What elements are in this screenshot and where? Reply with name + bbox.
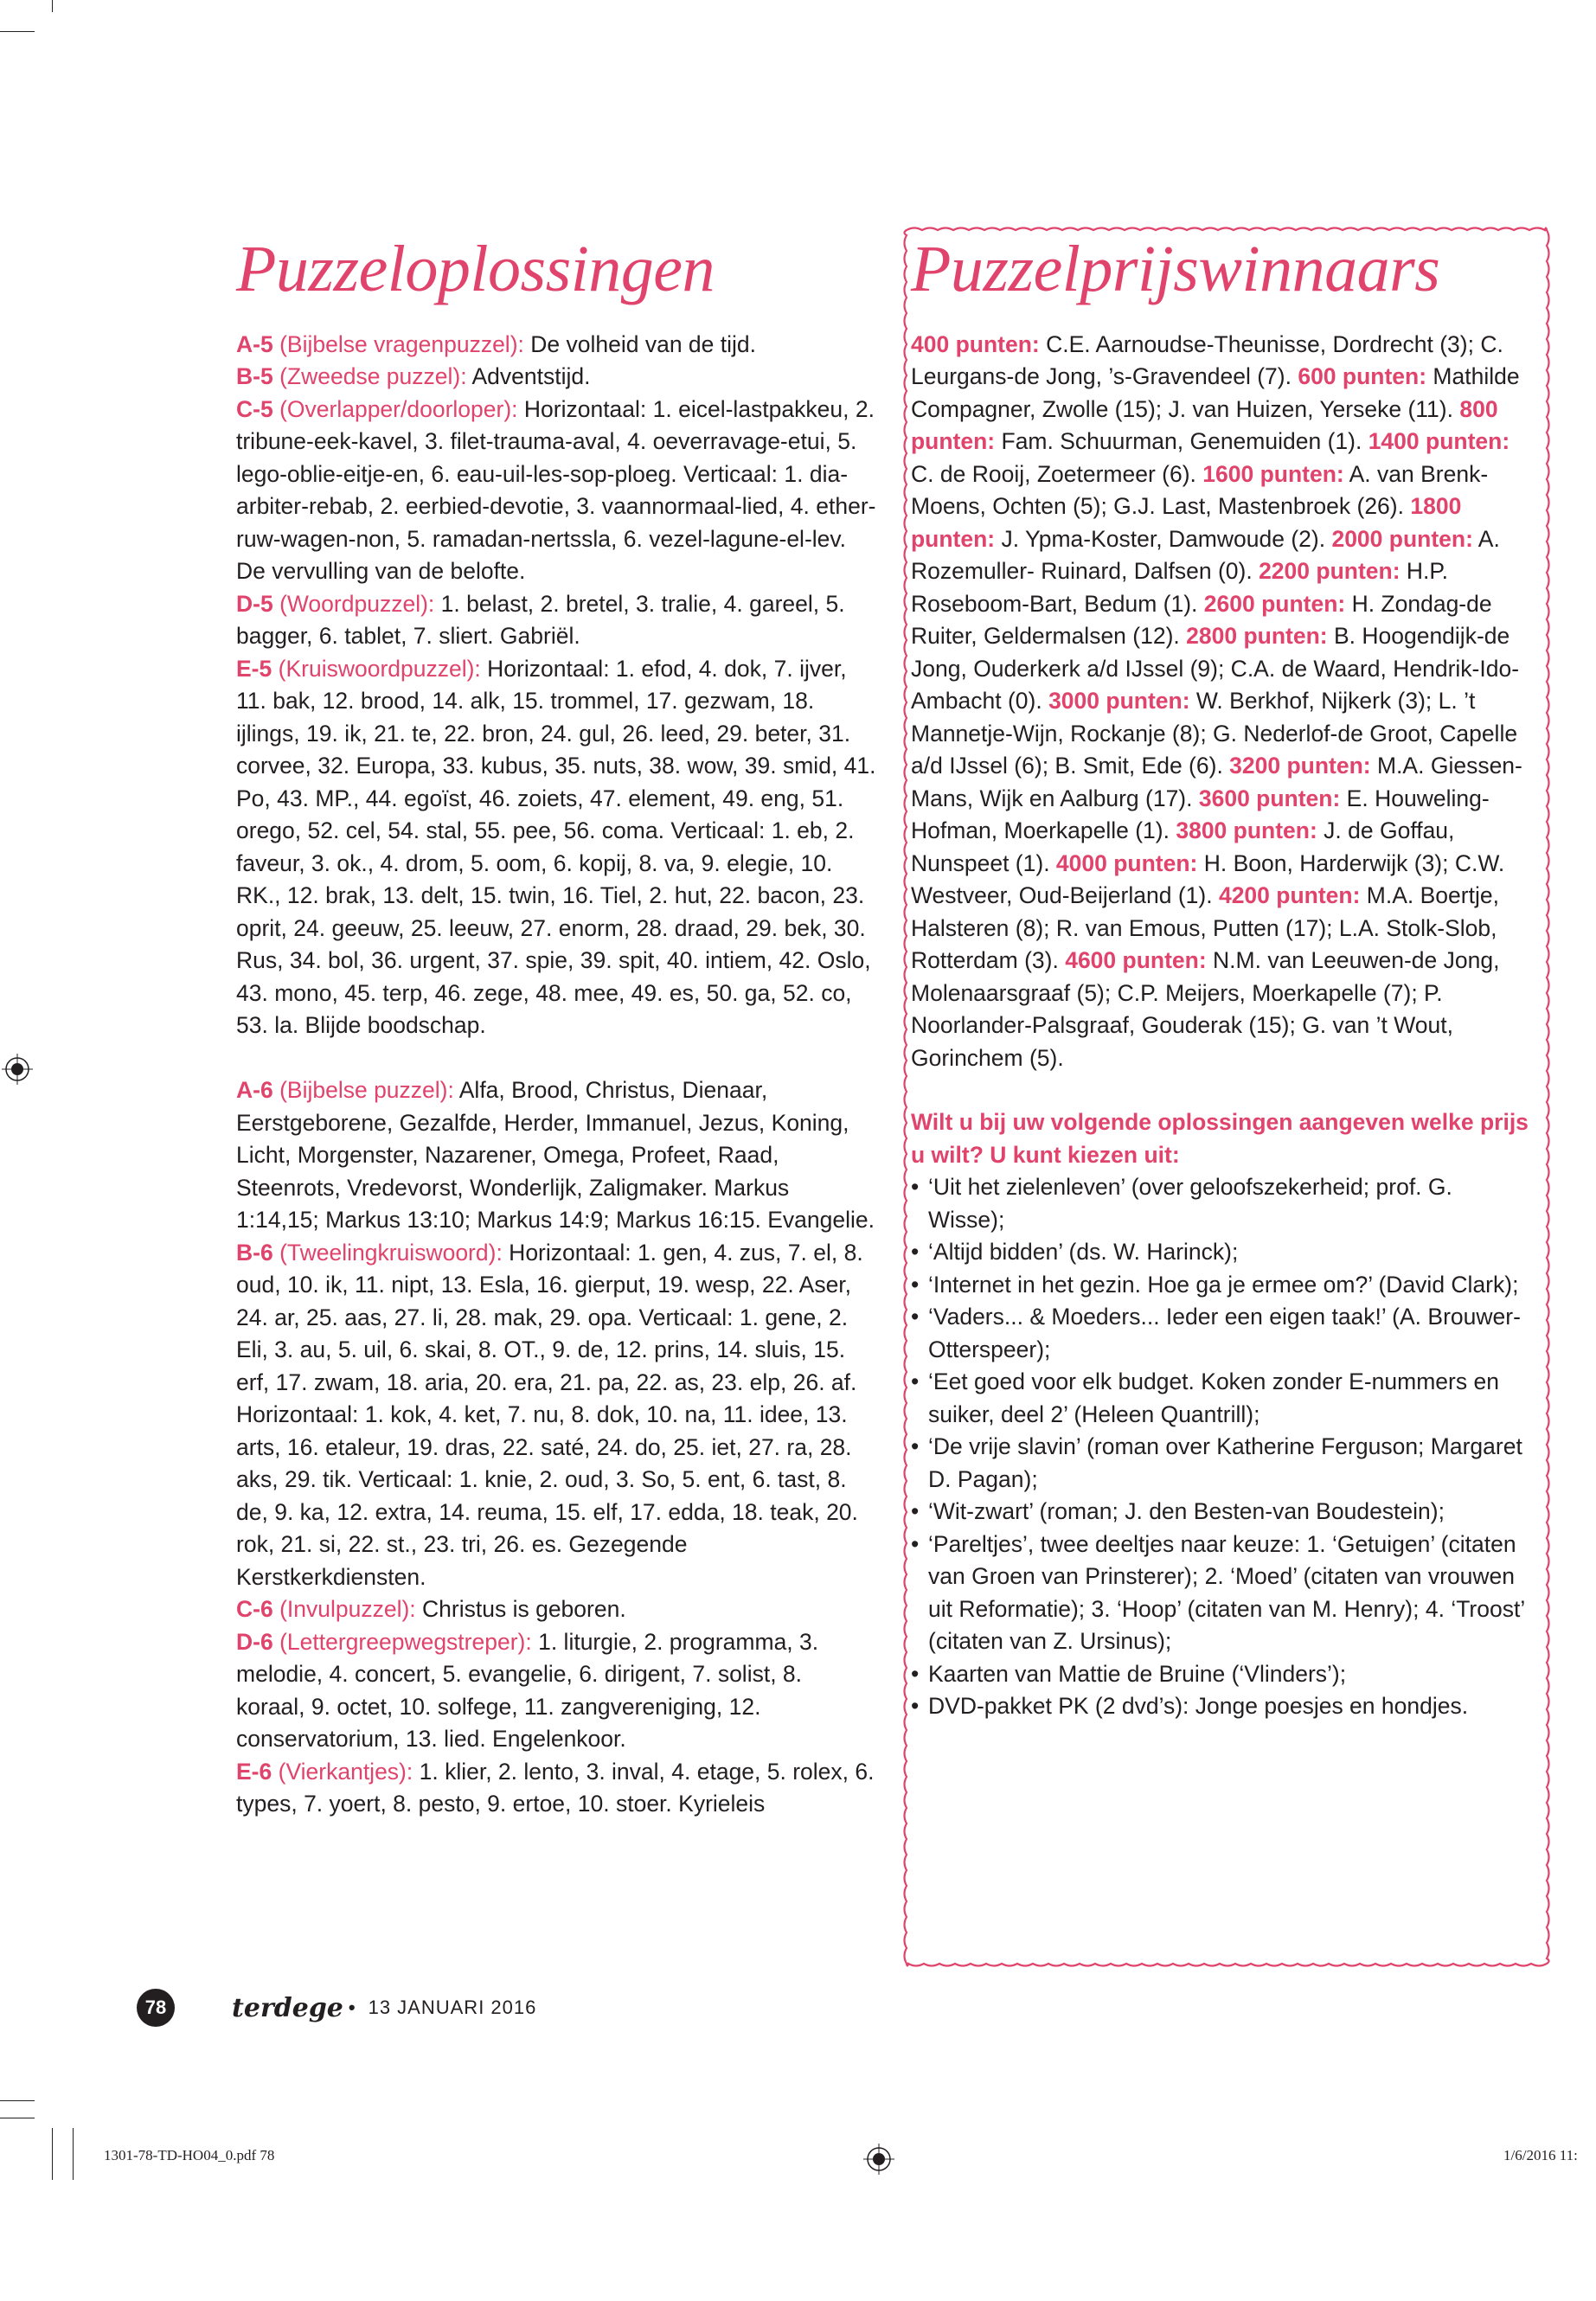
print-slug-file: 1301-78-TD-HO04_0.pdf 78 [104,2147,275,2163]
prize-text: DVD-pakket PK (2 dvd’s): Jonge poesjes en hondjes. [928,1693,1469,1720]
puzzle-label: (Lettergreepwegstreper): [279,1628,532,1655]
solution-entry [236,1237,876,1594]
puzzle-solution: Christus is geboren. [415,1596,626,1623]
winner-points: 3200 punten: [1229,753,1371,779]
puzzle-code: E-6 [236,1758,272,1785]
issue-date: 13 JANUARI 2016 [368,1997,537,2018]
prize-text: ‘Internet in het gezin. Hoe ga je ermee om?’ (David Clark); [928,1271,1519,1298]
winner-points: 600 punten: [1298,363,1427,390]
puzzle-label: (Bijbelse vragenpuzzel): [279,330,524,357]
prize-text: Kaarten van Mattie de Bruine (‘Vlinders’); [928,1660,1347,1687]
solutions-body [236,329,876,1821]
puzzle-label: (Vierkantjes): [278,1758,413,1785]
puzzle-solution: 1. belast, 2. bretel, 3. tralie, 4. gareel, 5. bagger, 6. tablet, 7. sliert. Gabriël. [236,590,845,650]
crop-mark [52,0,53,12]
crop-mark [0,31,35,32]
winner-points: 1800 punten: [911,493,1462,552]
solution-entry [236,1756,876,1821]
brand-separator: • [348,1997,356,2018]
winner-points: 1400 punten: [1368,428,1510,455]
puzzle-code: D-6 [236,1628,273,1655]
winner-names: N.M. van Leeuwen-de Jong, Molenaarsgraaf (5); C.P. Meijers, Moerkapelle (7); P. Noorlander-Palsgraaf, Gouderak (15); G. van ’t Wout, Gorinchem (5). [911,947,1500,1071]
crop-mark [52,2128,53,2180]
bullet-icon: • [911,1693,920,1720]
prize-item [911,1496,1534,1529]
winner-points: 3800 punten: [1176,817,1317,844]
crop-mark [0,2100,35,2101]
bullet-icon: • [911,1433,920,1460]
winner-points: 3600 punten: [1198,785,1341,811]
prize-item [911,1236,1534,1269]
puzzle-solution: Adventstijd. [466,363,591,390]
bullet-icon: • [911,1271,920,1298]
winner-points: 2800 punten: [1186,623,1328,650]
solution-entry [236,1593,876,1626]
puzzle-solution: Horizontaal: 1. efod, 4. dok, 7. ijver, 11. bak, 12. brood, 14. alk, 15. trommel, 17. gezwam, 18. ijlings, 19. ik, 21. te, 22. bron, 24. gul, 26. leed, 29. beter, 31. corvee, 32. Europa, 33. kubus, 35. nuts, 38. wow, 39. smid, 41. Po, 43. MP., 44. egoïst, 46. zoiets, 47. element, 49. eng, 51. orego, 52. cel, 54. stal, 55. pee, 56. coma. Verticaal: 1. eb, 2. faveur, 3. ok., 4. drom, 5. oom, 6. kopij, 8. va, 9. elegie, 10. RK., 12. brak, 13. delt, 15. twin, 16. Tiel, 2. hut, 22. bacon, 23. oprit, 24. geeuw, 25. leeuw, 27. enorm, 28. draad, 29. bek, 30. Rus, 34. bol, 36. urgent, 37. spie, 39. spit, 40. intiem, 42. Oslo, 43. mono, 45. terp, 46. zege, 48. mee, 49. es, 50. ga, 52. co, 53. la. Blijde boodschap. [236,655,876,1039]
bullet-icon: • [911,1498,920,1525]
winner-names: H.P. Roseboom-Bart, Bedum (1). [911,558,1448,617]
prize-text: ‘Vaders... & Moeders... Ieder een eigen taak!’ (A. Brouwer-Otterspeer); [928,1304,1521,1362]
section-gap [236,1042,876,1075]
winners-body [911,329,1534,1723]
solution-entry [236,394,876,588]
solution-entry [236,1074,876,1237]
winner-names: A. van Brenk-Moens, Ochten (5); G.J. Last, Mastenbroek (26). [911,460,1489,520]
winner-names: H. Boon, Harderwijk (3); C.W. Westveer, Oud-Beijerland (1). [911,849,1505,909]
registration-mark-icon [863,2144,894,2175]
winners-list [911,329,1534,1075]
prize-list [911,1171,1534,1723]
prize-item [911,1529,1534,1658]
prize-text: ‘Pareltjes’, twee deeltjes naar keuze: 1. ‘Getuigen’ (citaten van Groen van Prinsterer); 2. ‘Moed’ (citaten van vrouwen uit Reformatie); 3. ‘Hoop’ (citaten van M. Henry); 4. ‘Troost’ (citaten van Z. Ursinus); [928,1530,1525,1655]
prize-item [911,1431,1534,1496]
winner-names: E. Houweling-Hofman, Moerkapelle (1). [911,785,1490,844]
winner-names: M.A. Giessen-Mans, Wijk en Aalburg (17). [911,753,1522,811]
prize-text: ‘Uit het zielenleven’ (over geloofszekerheid; prof. G. Wisse); [928,1174,1452,1233]
puzzle-solution: Alfa, Brood, Christus, Dienaar, Eerstgeborene, Gezalfde, Herder, Immanuel, Jezus, Koning, Licht, Morgenster, Nazarener, Omega, Profeet, Raad, Steenrots, Vredevorst, Wonderlijk, Zaligmaker. Markus 1:14,15; Markus 13:10; Markus 14:9; Markus 16:15. Evangelie. [236,1077,875,1234]
puzzle-code: A-6 [236,1077,273,1104]
solutions-column [236,234,876,1821]
puzzle-label: (Woordpuzzel): [279,590,435,617]
bullet-icon: • [911,1174,920,1201]
prize-item [911,1171,1534,1236]
prize-text: ‘Altijd bidden’ (ds. W. Harinck); [928,1239,1239,1266]
prize-item [911,1269,1534,1302]
bullet-icon: • [911,1239,920,1266]
bullet-icon: • [911,1660,920,1687]
winner-names: B. Hoogendijk-de Jong, Ouderkerk a/d IJssel (9); C.A. de Waard, Hendrik-Ido-Ambacht (0). [911,623,1520,715]
puzzle-label: (Invulpuzzel): [279,1596,416,1623]
prize-item [911,1301,1534,1366]
page-number: 78 [137,1989,175,2027]
winner-points: 2200 punten: [1259,558,1401,585]
puzzle-solution: 1. liturgie, 2. programma, 3. melodie, 4. concert, 5. evangelie, 6. dirigent, 7. solist, 8. koraal, 9. octet, 10. solfege, 11. zangvereniging, 12. conservatorium, 13. lied. Engelenkoor. [236,1628,819,1753]
solutions-title: Puzzeloplossingen [236,233,715,305]
winner-points: 4200 punten: [1218,882,1361,909]
puzzle-solution: De volheid van de tijd. [523,330,756,357]
puzzle-code: C-5 [236,395,273,422]
winner-points: 4000 punten: [1055,849,1198,876]
puzzle-code: A-5 [236,330,273,357]
puzzle-solution: 1. klier, 2. lento, 3. inval, 4. etage, 5. rolex, 6. types, 7. yoert, 8. pesto, 9. ertoe, 10. stoer. Kyrieleis [236,1758,875,1817]
puzzle-solution: Horizontaal: 1. gen, 4. zus, 7. el, 8. oud, 10. ik, 11. nipt, 13. Esla, 16. gierput, 19. wesp, 22. Aser, 24. ar, 25. aas, 27. li, 28. mak, 29. opa. Verticaal: 1. gene, 2. Eli, 3. au, 5. uil, 6. skai, 8. OT., 9. de, 12. prins, 14. sluis, 15. erf, 17. zwam, 18. aria, 20. era, 21. pa, 22. as, 23. elp, 26. af. Horizontaal: 1. kok, 4. ket, 7. nu, 8. dok, 10. na, 11. idee, 13. arts, 16. etaleur, 19. dras, 22. saté, 24. do, 25. iet, 27. ra, 28. aks, 29. tik. Verticaal: 1. knie, 2. oud, 3. So, 5. ent, 6. tast, 8. de, 9. ka, 12. extra, 14. reuma, 15. elf, 17. edda, 18. teak, 20. rok, 21. si, 22. st., 23. tri, 26. es. Gezegende Kerstkerkdiensten. [236,1239,863,1590]
page-footer [137,1986,536,2029]
winner-names: Mathilde Compagner, Zwolle (15); J. van Huizen, Yerseke (11). [911,363,1520,422]
solution-entry [236,1626,876,1756]
prize-text: ‘Wit-zwart’ (roman; J. den Besten-van Boudestein); [928,1498,1445,1525]
puzzle-code: B-5 [236,363,273,390]
puzzle-label: (Bijbelse puzzel): [279,1077,454,1104]
crop-mark [73,2128,74,2180]
winner-names: A. Rozemuller- Ruinard, Dalfsen (0). [911,525,1500,585]
solution-entry [236,653,876,1042]
winner-names: C. de Rooij, Zoetermeer (6). [911,460,1203,487]
prize-item [911,1658,1534,1691]
puzzle-label: (Overlapper/doorloper): [279,395,518,422]
bullet-icon: • [911,1304,920,1330]
winner-names: J. de Goffau, Nunspeet (1). [911,817,1455,876]
winner-names: J. Ypma-Koster, Damwoude (2). [995,525,1332,552]
winners-title: Puzzelprijswinnaars [911,233,1440,305]
winner-points: 800 punten: [911,395,1498,455]
winner-names: W. Berkhof, Nijkerk (3); L. ’t Mannetje-Wijn, Rockanje (8); G. Nederlof-de Groot, Capelle a/d IJssel (6); B. Smit, Ede (6). [911,688,1518,779]
winners-column [911,234,1534,1964]
prize-question: Wilt u bij uw volgende oplossingen aangeven welke prijs u wilt? U kunt kiezen uit: [911,1109,1529,1168]
prize-item [911,1690,1534,1723]
bullet-icon: • [911,1368,920,1395]
winner-points: 3000 punten: [1048,688,1190,715]
winner-names: C.E. Aarnoudse-Theunisse, Dordrecht (3); C. Leurgans-de Jong, ’s-Gravendeel (7). [911,330,1503,390]
winner-names: M.A. Boertje, Halsteren (8); R. van Emous, Putten (17); L.A. Stolk-Slob, Rotterdam (3). [911,882,1499,974]
winner-points: 1600 punten: [1202,460,1344,487]
puzzle-code: D-5 [236,590,273,617]
solution-entry [236,329,876,362]
print-slug-date: 1/6/2016 11: [1503,2147,1578,2163]
puzzle-code: B-6 [236,1239,273,1266]
prize-text: ‘Eet goed voor elk budget. Koken zonder E-nummers en suiker, deel 2’ (Heleen Quantrill); [928,1368,1499,1427]
winner-names: H. Zondag-de Ruiter, Geldermalsen (12). [911,590,1492,650]
winner-points: 2000 punten: [1331,525,1473,552]
registration-mark-icon [2,1054,33,1085]
puzzle-label: (Tweelingkruiswoord): [279,1239,503,1266]
winner-points: 4600 punten: [1065,947,1207,974]
puzzle-code: E-5 [236,655,272,682]
puzzle-code: C-6 [236,1596,273,1623]
brand-logo: terdege [232,1992,343,2023]
winner-names: Fam. Schuurman, Genemuiden (1). [995,428,1368,455]
puzzle-label: (Zweedse puzzel): [279,363,467,390]
prize-item [911,1366,1534,1431]
prize-text: ‘De vrije slavin’ (roman over Katherine Ferguson; Margaret D. Pagan); [928,1433,1522,1492]
solution-entry [236,588,876,653]
winner-points: 400 punten: [911,330,1040,357]
puzzle-label: (Kruiswoordpuzzel): [278,655,481,682]
winner-points: 2600 punten: [1203,590,1346,617]
puzzle-solution: Horizontaal: 1. eicel-lastpakkeu, 2. tribune-eek-kavel, 3. filet-trauma-aval, 4. oeverravage-etui, 5. lego-oblie-eitje-en, 6. eau-uil-les-sop-ploeg. Verticaal: 1. dia-arbiter-rebab, 2. eerbied-devotie, 3. vaannormaal-lied, 4. ether-ruw-wagen-non, 5. ramadan-nertssla, 6. vezel-lagune-el-lev. De vervulling van de belofte. [236,395,876,585]
bullet-icon: • [911,1530,920,1557]
solution-entry [236,361,876,394]
